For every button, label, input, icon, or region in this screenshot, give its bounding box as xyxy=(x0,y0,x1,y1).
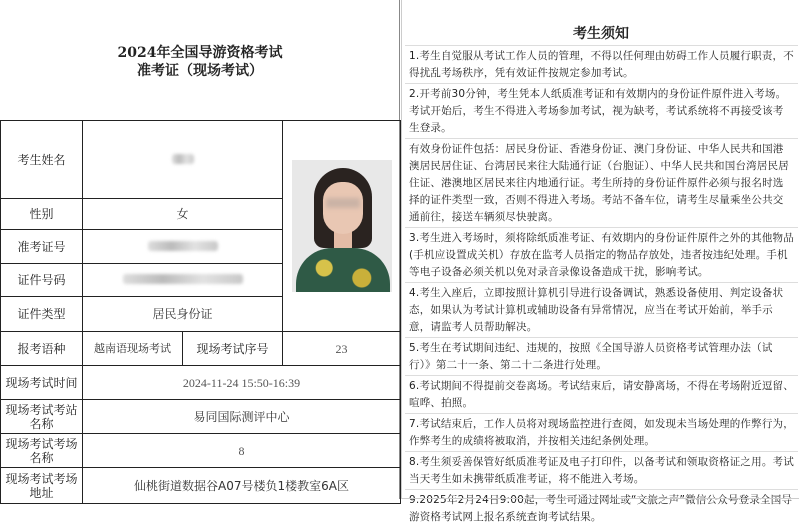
time-label: 现场考试时间 xyxy=(1,366,83,400)
candidate-photo xyxy=(292,160,392,292)
notice-item: 7.考试结束后，工作人员将对现场监控进行查阅，如发现未当场处理的作弊行为，作弊考生的成绩将被取消，并按相关违纪条例处理。 xyxy=(405,413,798,451)
address-label: 现场考试考场地址 xyxy=(1,468,83,504)
ticket-subtitle: 准考证（现场考试） xyxy=(137,63,263,79)
id-no-label: 证件号码 xyxy=(1,264,83,297)
admission-ticket xyxy=(0,0,400,499)
notice-item: 2.开考前30分钟，考生凭本人纸质准考证和有效期内的身份证件原件进入考场。考试开始后，考生不得进入考场参加考试，视为缺考，考试系统将不再接受该考生登录。 xyxy=(405,83,798,138)
room-value: 8 xyxy=(83,434,401,468)
ticket-no-label: 准考证号 xyxy=(1,230,83,264)
notice-item: 4.考生入座后，立即按照计算机引导进行设备调试，熟悉设备使用、判定设备状态，如果认为考试计算机或辅助设备有异常情况，应当在考试开始前，举手示意，请监考人员帮助解决。 xyxy=(405,282,798,337)
gender-value: 女 xyxy=(83,199,283,230)
id-no-redacted xyxy=(83,264,283,297)
notice-list xyxy=(405,45,798,527)
room-label: 现场考试考场名称 xyxy=(1,434,83,468)
notice-item: 5.考生在考试期间违纪、违规的，按照《全国导游人员资格考试管理办法（试行）》第二十一条、第二十二条进行处理。 xyxy=(405,337,798,375)
notice-item: 3.考生进入考场时，须将除纸质准考证、有效期内的身份证件原件之外的其他物品(手机应设置成关机）存放在监考人员指定的物品存放处，违者按违纪处理。手机等电子设备必须关机以免对录音录像设备造成干扰，影响考试。 xyxy=(405,227,798,282)
seq-label: 现场考试序号 xyxy=(183,332,283,366)
language-value: 越南语现场考试 xyxy=(83,332,183,366)
notice-item: 8.考生须妥善保管好纸质准考证及电子打印件，以备考试和领取资格证之用。考试当天考生如未携带纸质准考证，将不能进入考场。 xyxy=(405,451,798,489)
photo-cell xyxy=(283,121,401,332)
address-value: 仙桃街道数据谷A07号楼负1楼教室6A区 xyxy=(83,468,401,504)
site-label: 现场考试考站名称 xyxy=(1,400,83,434)
site-value: 易同国际测评中心 xyxy=(83,400,401,434)
id-type-value: 居民身份证 xyxy=(83,297,283,332)
notice-item: 9.2025年2月24日9:00起，考生可通过网址或“文旅之声”微信公众号登录全国导游资格考试网上报名系统查询考试结果。 xyxy=(405,489,798,527)
time-value: 2024-11-24 15:50-16:39 xyxy=(83,366,401,400)
name-label: 考生姓名 xyxy=(1,121,83,199)
gender-label: 性别 xyxy=(1,199,83,230)
language-label: 报考语种 xyxy=(1,332,83,366)
id-type-label: 证件类型 xyxy=(1,297,83,332)
exam-notice xyxy=(401,0,799,523)
seq-value: 23 xyxy=(283,332,401,366)
ticket-table xyxy=(0,120,401,504)
notice-item: 1.考生自觉服从考试工作人员的管理，不得以任何理由妨碍工作人员履行职责，不得扰乱考场秩序，凭有效证件按规定参加考试。 xyxy=(405,45,798,83)
ticket-no-redacted xyxy=(83,230,283,264)
notice-item: 6.考试期间不得提前交卷离场。考试结束后，请安静离场，不得在考场附近逗留、喧哗、拍照。 xyxy=(405,375,798,413)
ticket-title: 2024年全国导游资格考试 xyxy=(117,45,283,61)
name-value-redacted xyxy=(83,121,283,199)
notice-title: 考生须知 xyxy=(573,26,629,42)
notice-item: 有效身份证件包括：居民身份证、香港身份证、澳门身份证、中华人民共和国港澳居民居住证、台湾居民来往大陆通行证（台胞证）、中华人民共和国台湾居民居住证、港澳地区居民来往内地通行证。考生所持的身份证件原件必须与报名时选择的证件类型一致，否则不得进入考场。考站不备车位，请考生尽量乘坐公共交通前往，接送车辆须尽快驶离。 xyxy=(405,138,798,227)
